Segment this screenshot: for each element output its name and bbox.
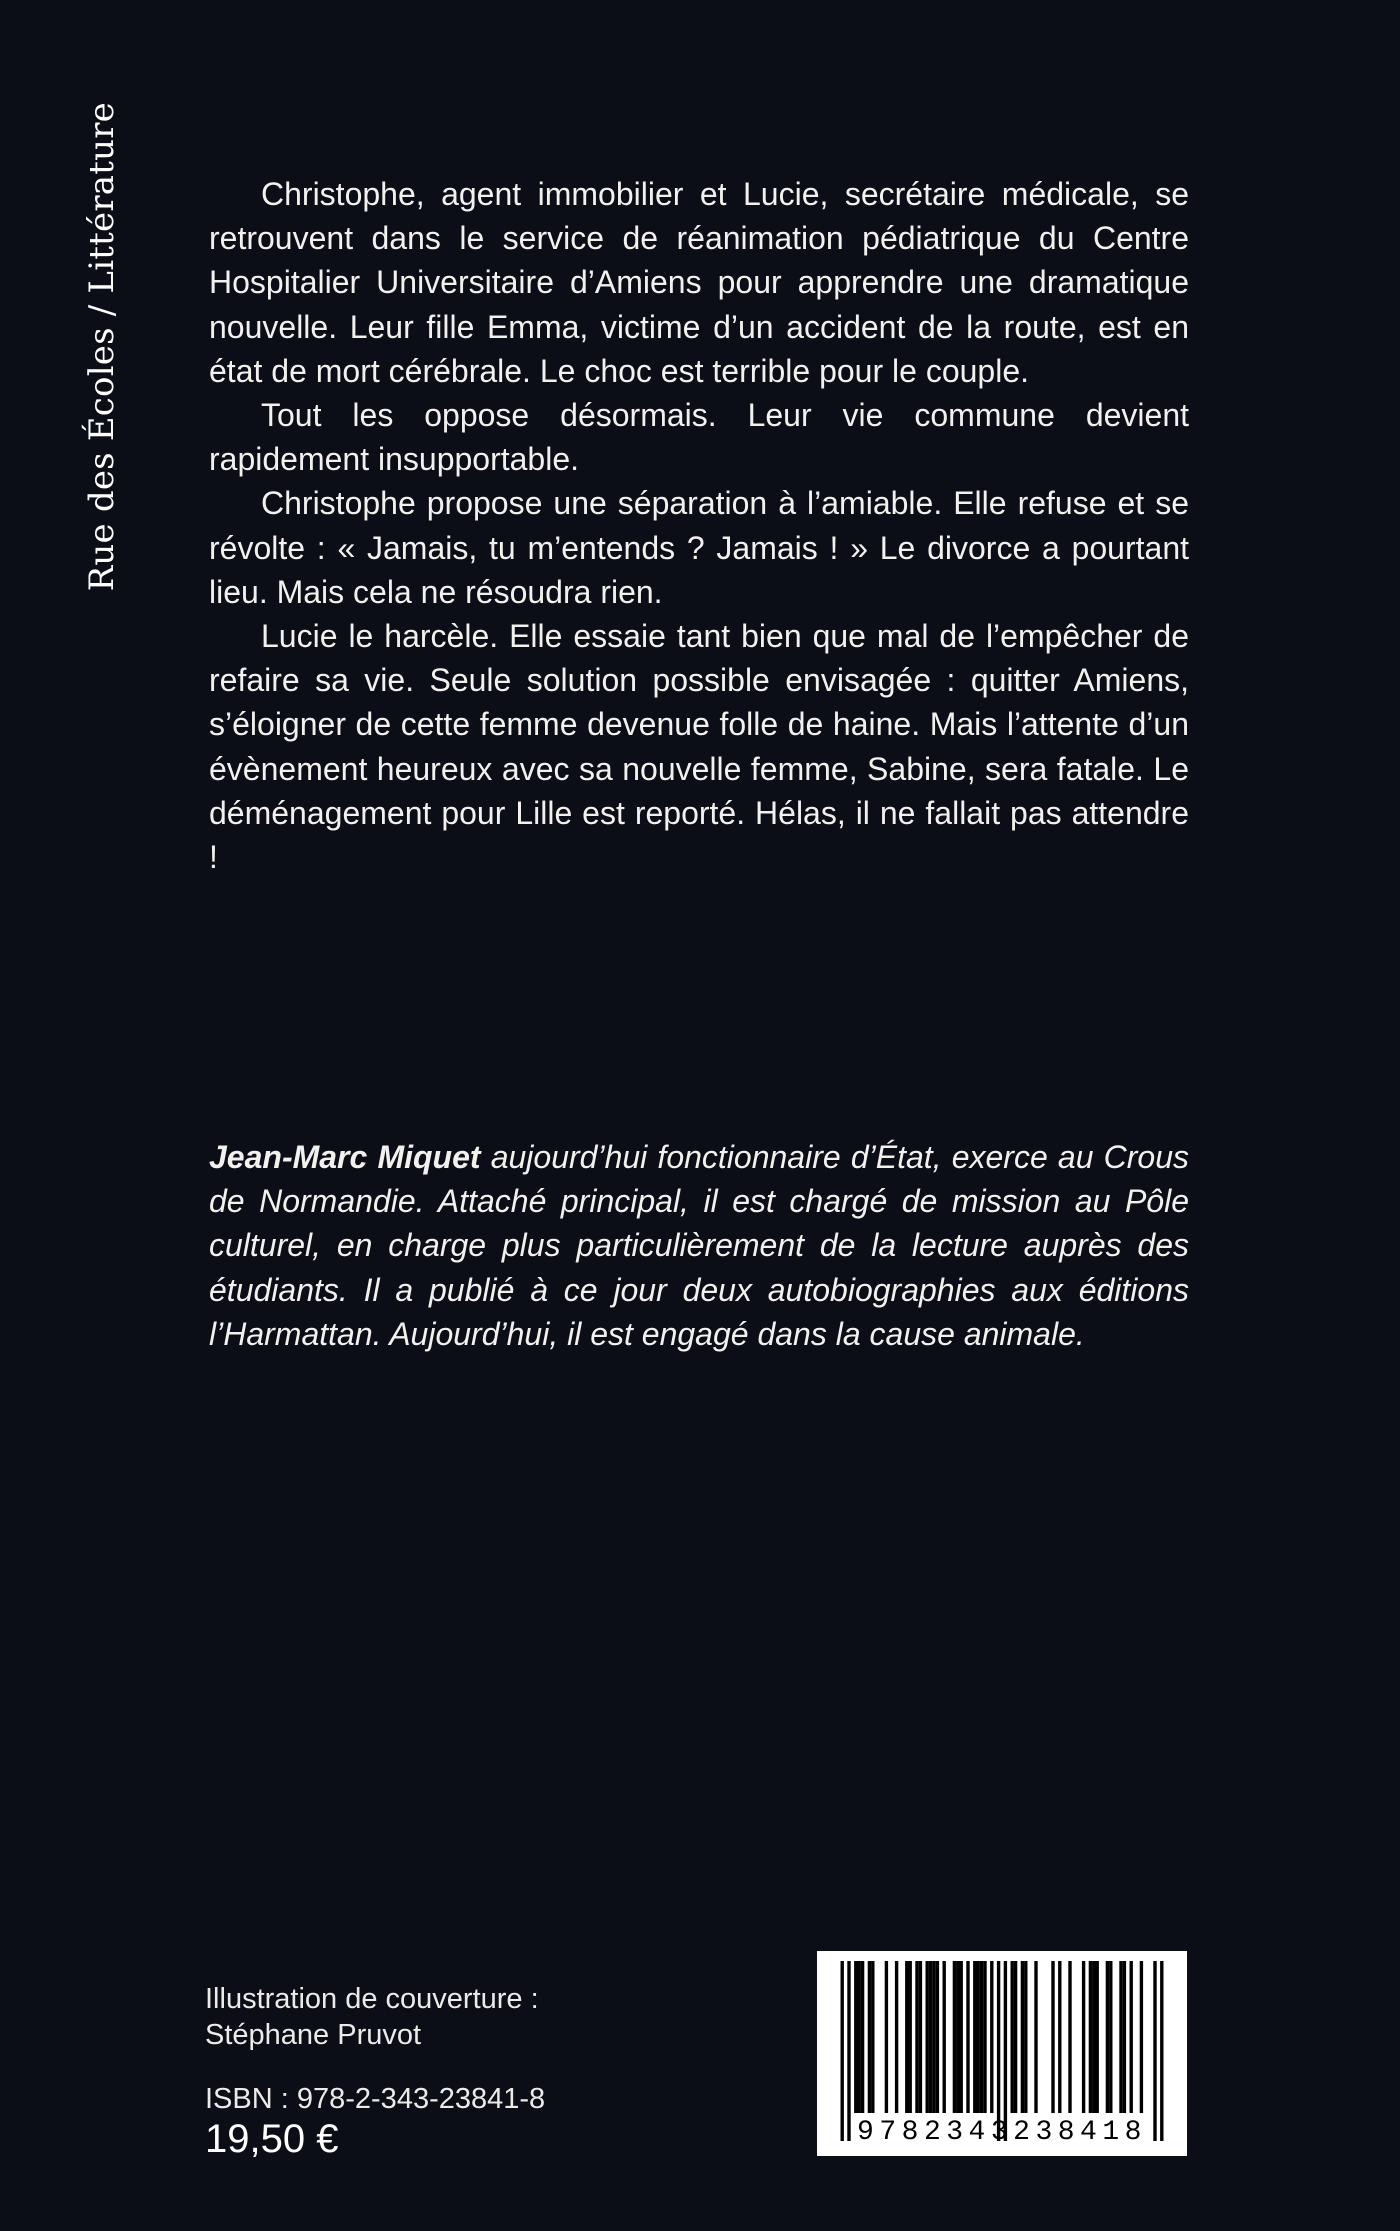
barcode-bar bbox=[1014, 1961, 1017, 2113]
barcode-bar bbox=[960, 1961, 963, 2113]
barcode-bar bbox=[1021, 1961, 1024, 2113]
barcode-bar bbox=[1153, 1961, 1156, 2141]
book-price: 19,50 € bbox=[205, 2117, 339, 2161]
barcode-bar bbox=[1160, 1961, 1163, 2141]
barcode-bar bbox=[980, 1961, 983, 2113]
barcode-bar bbox=[1068, 1961, 1071, 2113]
barcode-bar bbox=[854, 1961, 857, 2113]
barcode-bar bbox=[926, 1961, 929, 2113]
summary-paragraph: Christophe, agent immobilier et Lucie, secrétaire médicale, se retrouvent dans le service de réanimation pédiatrique du Centre Hospitalier Universitaire d’Amiens pour apprendre une dramatique nouvelle. Leur fille Emma, victime d’un accident de la route, est en état de mort cérébrale. Le choc est terrible pour le couple. bbox=[209, 176, 1189, 389]
barcode-bar bbox=[956, 1961, 959, 2113]
barcode-digits: 9782343238418 bbox=[857, 2117, 1147, 2148]
author-bio-text: aujourd’hui fonctionnaire d’État, exerce au Crous de Normandie. Attaché principal, il est chargé de mission au Pôle culturel, en charge plus particulièrement de la lecture auprès des étudiants. Il a publié à ce jour deux autobiographies aux éditions l’Harmattan. Aujourd’hui, il est engagé dans la cause animale. bbox=[209, 1139, 1189, 1352]
barcode-bar bbox=[1011, 1961, 1014, 2113]
barcode-bar bbox=[1106, 1961, 1109, 2113]
barcode-bar bbox=[841, 1961, 844, 2141]
barcode-bar bbox=[919, 1961, 922, 2113]
barcode-bar bbox=[905, 1961, 908, 2113]
author-biography bbox=[209, 1135, 1189, 1356]
barcode-bar bbox=[1034, 1961, 1037, 2113]
collection-name: Rue des Écoles / Littérature bbox=[82, 102, 122, 592]
barcode-bar bbox=[977, 1961, 980, 2113]
barcode-bar bbox=[1119, 1961, 1122, 2113]
barcode-bar bbox=[943, 1961, 946, 2113]
barcode-bar bbox=[1089, 1961, 1092, 2113]
barcode-bar bbox=[997, 1961, 1000, 2141]
summary-paragraph: Lucie le harcèle. Elle essaie tant bien que mal de l’empêcher de refaire sa vie. Seule solution possible envisagée : quitter Amiens, s’éloigner de cette femme devenue folle de haine. Mais l’attente d’un évènement heureux avec sa nouvelle femme, Sabine, sera fatale. Le déménagement pour Lille est reporté. Hélas, il ne fallait pas attendre ! bbox=[209, 618, 1189, 876]
barcode-bar bbox=[868, 1961, 871, 2113]
summary-paragraph: Tout les oppose désormais. Leur vie commune devient rapidement insupportable. bbox=[209, 397, 1189, 478]
barcode-bar bbox=[885, 1961, 888, 2113]
summary-paragraph: Christophe propose une séparation à l’amiable. Elle refuse et se révolte : « Jamais, tu m’entends ? Jamais ! » Le divorce a pourtant lieu. Mais cela ne résoudra rien. bbox=[209, 485, 1189, 610]
barcode-bar bbox=[973, 1961, 976, 2113]
barcode-bar bbox=[909, 1961, 912, 2113]
ean-barcode bbox=[817, 1951, 1187, 2156]
barcode-bar bbox=[861, 1961, 864, 2113]
barcode-bar bbox=[1082, 1961, 1085, 2113]
author-bio-paragraph bbox=[209, 1135, 1189, 1356]
collection-spine-label bbox=[0, 0, 122, 620]
barcode-bar bbox=[847, 1961, 850, 2141]
barcode-bar bbox=[858, 1961, 861, 2113]
barcode-bar bbox=[1109, 1961, 1112, 2113]
barcode-bar bbox=[1123, 1961, 1126, 2113]
book-summary bbox=[209, 172, 1189, 879]
barcode-bar bbox=[1130, 1961, 1133, 2113]
barcode-bar bbox=[966, 1961, 969, 2113]
barcode-bar bbox=[1024, 1961, 1027, 2113]
author-name: Jean-Marc Miquet bbox=[209, 1139, 481, 1175]
barcode-bar bbox=[929, 1961, 932, 2113]
barcode-bar bbox=[1058, 1961, 1061, 2113]
barcode-bar bbox=[895, 1961, 898, 2113]
barcode-bar bbox=[915, 1961, 918, 2113]
illustration-label: Illustration de couverture : bbox=[205, 1983, 539, 2015]
barcode-bar bbox=[1051, 1961, 1054, 2113]
barcode-bar bbox=[871, 1961, 874, 2113]
barcode-bar bbox=[1140, 1961, 1143, 2113]
barcode-bar bbox=[1096, 1961, 1099, 2113]
barcode-bar bbox=[1092, 1961, 1095, 2113]
barcode-bar bbox=[953, 1961, 956, 2113]
barcode-bar bbox=[1004, 1961, 1007, 2141]
isbn-number: ISBN : 978-2-343-23841-8 bbox=[205, 2083, 546, 2115]
cover-credits bbox=[205, 1981, 665, 2053]
barcode-bar bbox=[936, 1961, 939, 2113]
barcode-bar bbox=[932, 1961, 935, 2113]
illustrator-name: Stéphane Pruvot bbox=[205, 2019, 422, 2051]
barcode-bar bbox=[983, 1961, 986, 2113]
barcode-bar bbox=[990, 1961, 993, 2113]
